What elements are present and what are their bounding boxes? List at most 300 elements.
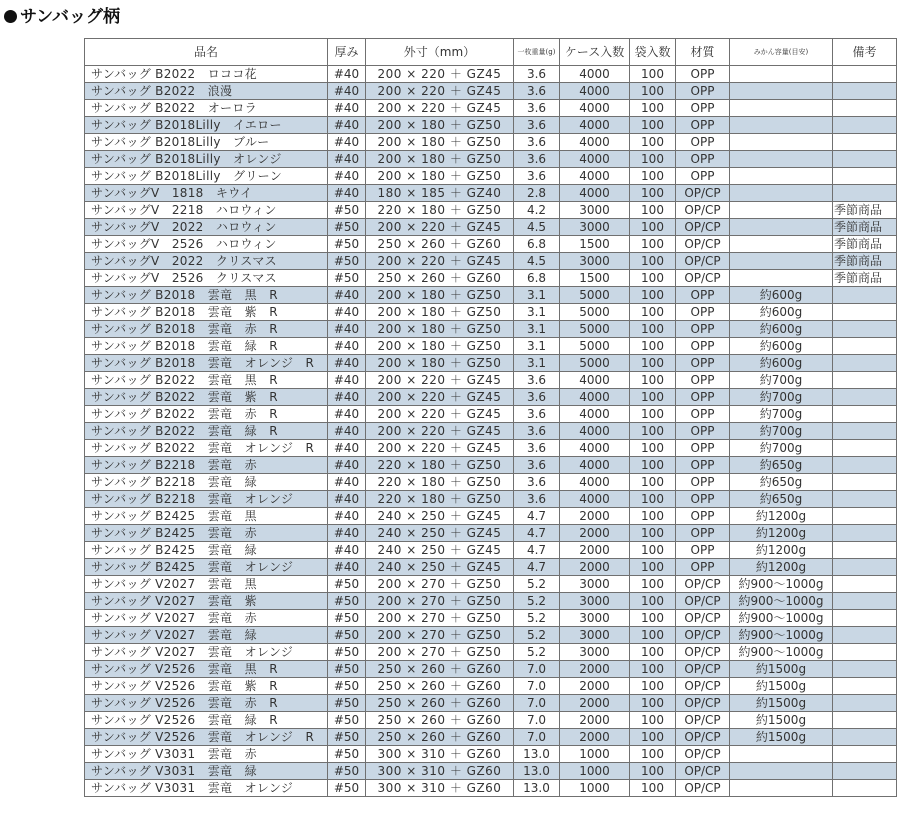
cell-bag-qty: 100 xyxy=(630,627,676,644)
cell-bag-qty: 100 xyxy=(630,610,676,627)
table-header-row xyxy=(85,39,897,66)
cell-case-qty: 4000 xyxy=(560,168,630,185)
cell-bag-qty: 100 xyxy=(630,593,676,610)
cell-bag-qty: 100 xyxy=(630,134,676,151)
cell-dimensions: 200 × 180 ＋ GZ50 xyxy=(366,134,514,151)
cell-thickness: #50 xyxy=(328,644,366,661)
cell-name: サンバッグ B2022 浪漫 xyxy=(85,83,328,100)
table-row xyxy=(85,712,897,729)
table-row xyxy=(85,219,897,236)
cell-name: サンバッグ V2526 雲竜 緑 R xyxy=(85,712,328,729)
cell-name: サンバッグ B2018Lilly オレンジ xyxy=(85,151,328,168)
cell-thickness: #40 xyxy=(328,338,366,355)
cell-weight: 6.8 xyxy=(514,270,560,287)
cell-remarks xyxy=(833,66,897,83)
cell-remarks xyxy=(833,644,897,661)
cell-capacity xyxy=(730,134,833,151)
cell-name: サンバッグ B2022 雲竜 紫 R xyxy=(85,389,328,406)
table-row xyxy=(85,270,897,287)
cell-bag-qty: 100 xyxy=(630,440,676,457)
cell-case-qty: 2000 xyxy=(560,678,630,695)
cell-weight: 4.2 xyxy=(514,202,560,219)
cell-weight: 3.6 xyxy=(514,423,560,440)
table-row xyxy=(85,185,897,202)
cell-dimensions: 200 × 270 ＋ GZ50 xyxy=(366,593,514,610)
cell-capacity xyxy=(730,117,833,134)
cell-material: OPP xyxy=(676,372,730,389)
cell-thickness: #40 xyxy=(328,117,366,134)
cell-weight: 13.0 xyxy=(514,763,560,780)
cell-thickness: #50 xyxy=(328,610,366,627)
cell-remarks: 季節商品 xyxy=(833,236,897,253)
cell-dimensions: 240 × 250 ＋ GZ45 xyxy=(366,525,514,542)
cell-dimensions: 200 × 270 ＋ GZ50 xyxy=(366,576,514,593)
cell-weight: 3.6 xyxy=(514,389,560,406)
cell-remarks xyxy=(833,576,897,593)
cell-bag-qty: 100 xyxy=(630,729,676,746)
cell-weight: 5.2 xyxy=(514,610,560,627)
cell-bag-qty: 100 xyxy=(630,780,676,797)
cell-name: サンバッグ B2022 ロココ花 xyxy=(85,66,328,83)
cell-remarks xyxy=(833,372,897,389)
cell-bag-qty: 100 xyxy=(630,168,676,185)
table-row xyxy=(85,525,897,542)
cell-thickness: #50 xyxy=(328,576,366,593)
cell-case-qty: 4000 xyxy=(560,440,630,457)
cell-case-qty: 4000 xyxy=(560,66,630,83)
cell-thickness: #50 xyxy=(328,678,366,695)
table-row xyxy=(85,253,897,270)
cell-case-qty: 2000 xyxy=(560,661,630,678)
cell-thickness: #40 xyxy=(328,525,366,542)
cell-remarks: 季節商品 xyxy=(833,219,897,236)
cell-name: サンバッグ B2425 雲竜 緑 xyxy=(85,542,328,559)
cell-thickness: #50 xyxy=(328,729,366,746)
cell-remarks xyxy=(833,661,897,678)
section-heading xyxy=(4,4,120,30)
cell-name: サンバッグ V2027 雲竜 黒 xyxy=(85,576,328,593)
cell-bag-qty: 100 xyxy=(630,185,676,202)
cell-capacity: 約900〜1000g xyxy=(730,576,833,593)
table-row xyxy=(85,355,897,372)
cell-material: OP/CP xyxy=(676,236,730,253)
cell-material: OPP xyxy=(676,491,730,508)
table-row xyxy=(85,508,897,525)
cell-bag-qty: 100 xyxy=(630,746,676,763)
cell-weight: 3.1 xyxy=(514,304,560,321)
table-row xyxy=(85,117,897,134)
cell-case-qty: 5000 xyxy=(560,338,630,355)
cell-capacity xyxy=(730,83,833,100)
cell-weight: 3.1 xyxy=(514,321,560,338)
cell-material: OPP xyxy=(676,559,730,576)
cell-case-qty: 4000 xyxy=(560,83,630,100)
cell-case-qty: 4000 xyxy=(560,389,630,406)
cell-remarks xyxy=(833,729,897,746)
cell-material: OP/CP xyxy=(676,219,730,236)
cell-dimensions: 220 × 180 ＋ GZ50 xyxy=(366,202,514,219)
table-row xyxy=(85,763,897,780)
cell-dimensions: 200 × 180 ＋ GZ50 xyxy=(366,321,514,338)
cell-bag-qty: 100 xyxy=(630,678,676,695)
cell-bag-qty: 100 xyxy=(630,508,676,525)
cell-remarks xyxy=(833,117,897,134)
section-title: サンバッグ柄 xyxy=(20,7,120,27)
cell-weight: 5.2 xyxy=(514,576,560,593)
col-header-capacity: みかん容量(目安) xyxy=(730,39,833,66)
cell-material: OP/CP xyxy=(676,729,730,746)
cell-thickness: #40 xyxy=(328,100,366,117)
cell-capacity: 約700g xyxy=(730,406,833,423)
cell-bag-qty: 100 xyxy=(630,457,676,474)
cell-weight: 3.6 xyxy=(514,457,560,474)
cell-weight: 5.2 xyxy=(514,593,560,610)
cell-name: サンバッグ B2425 雲竜 赤 xyxy=(85,525,328,542)
cell-weight: 4.5 xyxy=(514,219,560,236)
cell-material: OPP xyxy=(676,304,730,321)
cell-remarks xyxy=(833,474,897,491)
cell-remarks xyxy=(833,287,897,304)
cell-bag-qty: 100 xyxy=(630,661,676,678)
cell-case-qty: 3000 xyxy=(560,219,630,236)
cell-bag-qty: 100 xyxy=(630,236,676,253)
cell-bag-qty: 100 xyxy=(630,202,676,219)
cell-name: サンバッグ V2027 雲竜 オレンジ xyxy=(85,644,328,661)
cell-case-qty: 3000 xyxy=(560,202,630,219)
cell-capacity xyxy=(730,270,833,287)
cell-case-qty: 2000 xyxy=(560,729,630,746)
cell-name: サンバッグ V2027 雲竜 紫 xyxy=(85,593,328,610)
cell-thickness: #40 xyxy=(328,559,366,576)
cell-dimensions: 200 × 220 ＋ GZ45 xyxy=(366,440,514,457)
cell-weight: 3.6 xyxy=(514,406,560,423)
cell-dimensions: 200 × 220 ＋ GZ45 xyxy=(366,219,514,236)
cell-dimensions: 300 × 310 ＋ GZ60 xyxy=(366,746,514,763)
bullet-icon xyxy=(4,10,17,23)
cell-case-qty: 4000 xyxy=(560,100,630,117)
col-header-name: 品名 xyxy=(85,39,328,66)
cell-dimensions: 200 × 220 ＋ GZ45 xyxy=(366,66,514,83)
cell-thickness: #40 xyxy=(328,423,366,440)
cell-thickness: #50 xyxy=(328,695,366,712)
table-row xyxy=(85,457,897,474)
cell-weight: 3.6 xyxy=(514,440,560,457)
cell-case-qty: 1000 xyxy=(560,746,630,763)
cell-capacity xyxy=(730,100,833,117)
cell-material: OPP xyxy=(676,134,730,151)
cell-name: サンバッグ V2027 雲竜 赤 xyxy=(85,610,328,627)
cell-dimensions: 200 × 270 ＋ GZ50 xyxy=(366,610,514,627)
cell-remarks xyxy=(833,780,897,797)
cell-dimensions: 300 × 310 ＋ GZ60 xyxy=(366,780,514,797)
table-row xyxy=(85,151,897,168)
cell-bag-qty: 100 xyxy=(630,117,676,134)
table-row xyxy=(85,406,897,423)
cell-weight: 3.6 xyxy=(514,151,560,168)
cell-case-qty: 1500 xyxy=(560,236,630,253)
cell-remarks xyxy=(833,321,897,338)
cell-thickness: #40 xyxy=(328,406,366,423)
col-header-weight: 一枚重量(g) xyxy=(514,39,560,66)
cell-weight: 3.6 xyxy=(514,66,560,83)
cell-dimensions: 220 × 180 ＋ GZ50 xyxy=(366,474,514,491)
cell-thickness: #50 xyxy=(328,763,366,780)
cell-remarks xyxy=(833,304,897,321)
cell-remarks xyxy=(833,695,897,712)
cell-bag-qty: 100 xyxy=(630,695,676,712)
cell-dimensions: 250 × 260 ＋ GZ60 xyxy=(366,661,514,678)
cell-remarks xyxy=(833,746,897,763)
cell-name: サンバッグV 1818 キウイ xyxy=(85,185,328,202)
table-row xyxy=(85,236,897,253)
cell-remarks xyxy=(833,542,897,559)
table-row xyxy=(85,678,897,695)
cell-case-qty: 3000 xyxy=(560,576,630,593)
cell-material: OPP xyxy=(676,355,730,372)
cell-dimensions: 250 × 260 ＋ GZ60 xyxy=(366,695,514,712)
table-row xyxy=(85,304,897,321)
cell-weight: 5.2 xyxy=(514,644,560,661)
cell-name: サンバッグ B2018 雲竜 緑 R xyxy=(85,338,328,355)
cell-material: OPP xyxy=(676,287,730,304)
cell-capacity: 約1200g xyxy=(730,542,833,559)
cell-material: OP/CP xyxy=(676,253,730,270)
cell-bag-qty: 100 xyxy=(630,219,676,236)
cell-capacity: 約1200g xyxy=(730,525,833,542)
cell-weight: 4.7 xyxy=(514,525,560,542)
cell-name: サンバッグ B2218 雲竜 オレンジ xyxy=(85,491,328,508)
cell-capacity: 約600g xyxy=(730,338,833,355)
cell-bag-qty: 100 xyxy=(630,100,676,117)
table-row xyxy=(85,134,897,151)
cell-case-qty: 3000 xyxy=(560,644,630,661)
cell-case-qty: 2000 xyxy=(560,712,630,729)
cell-name: サンバッグ V2027 雲竜 緑 xyxy=(85,627,328,644)
cell-material: OP/CP xyxy=(676,763,730,780)
cell-bag-qty: 100 xyxy=(630,304,676,321)
cell-material: OP/CP xyxy=(676,610,730,627)
cell-remarks xyxy=(833,525,897,542)
cell-remarks xyxy=(833,83,897,100)
cell-dimensions: 250 × 260 ＋ GZ60 xyxy=(366,729,514,746)
cell-material: OPP xyxy=(676,168,730,185)
cell-weight: 7.0 xyxy=(514,712,560,729)
cell-weight: 4.5 xyxy=(514,253,560,270)
cell-dimensions: 200 × 220 ＋ GZ45 xyxy=(366,372,514,389)
cell-remarks xyxy=(833,508,897,525)
cell-case-qty: 3000 xyxy=(560,253,630,270)
cell-name: サンバッグ B2425 雲竜 オレンジ xyxy=(85,559,328,576)
cell-material: OPP xyxy=(676,406,730,423)
cell-case-qty: 4000 xyxy=(560,474,630,491)
cell-name: サンバッグ B2218 雲竜 赤 xyxy=(85,457,328,474)
cell-weight: 4.7 xyxy=(514,559,560,576)
cell-material: OPP xyxy=(676,423,730,440)
table-row xyxy=(85,287,897,304)
cell-weight: 7.0 xyxy=(514,661,560,678)
cell-remarks xyxy=(833,610,897,627)
cell-material: OP/CP xyxy=(676,712,730,729)
cell-capacity xyxy=(730,236,833,253)
cell-remarks: 季節商品 xyxy=(833,253,897,270)
cell-weight: 13.0 xyxy=(514,746,560,763)
cell-remarks xyxy=(833,100,897,117)
cell-capacity: 約1500g xyxy=(730,712,833,729)
cell-capacity: 約700g xyxy=(730,440,833,457)
cell-case-qty: 1000 xyxy=(560,763,630,780)
cell-name: サンバッグ B2018 雲竜 紫 R xyxy=(85,304,328,321)
cell-remarks xyxy=(833,491,897,508)
cell-bag-qty: 100 xyxy=(630,83,676,100)
cell-remarks xyxy=(833,423,897,440)
cell-material: OP/CP xyxy=(676,627,730,644)
cell-case-qty: 2000 xyxy=(560,559,630,576)
cell-weight: 6.8 xyxy=(514,236,560,253)
cell-case-qty: 3000 xyxy=(560,610,630,627)
cell-thickness: #40 xyxy=(328,134,366,151)
cell-bag-qty: 100 xyxy=(630,287,676,304)
cell-material: OP/CP xyxy=(676,593,730,610)
cell-weight: 5.2 xyxy=(514,627,560,644)
cell-material: OPP xyxy=(676,338,730,355)
cell-name: サンバッグV 2022 クリスマス xyxy=(85,253,328,270)
cell-remarks xyxy=(833,134,897,151)
cell-thickness: #40 xyxy=(328,372,366,389)
cell-dimensions: 250 × 260 ＋ GZ60 xyxy=(366,678,514,695)
table-row xyxy=(85,423,897,440)
table-row xyxy=(85,780,897,797)
table-body xyxy=(85,66,897,797)
cell-thickness: #50 xyxy=(328,202,366,219)
cell-weight: 3.6 xyxy=(514,117,560,134)
cell-case-qty: 4000 xyxy=(560,491,630,508)
cell-bag-qty: 100 xyxy=(630,372,676,389)
cell-case-qty: 1500 xyxy=(560,270,630,287)
cell-thickness: #40 xyxy=(328,185,366,202)
cell-name: サンバッグ V3031 雲竜 オレンジ xyxy=(85,780,328,797)
cell-material: OP/CP xyxy=(676,746,730,763)
cell-capacity xyxy=(730,202,833,219)
cell-dimensions: 200 × 220 ＋ GZ45 xyxy=(366,423,514,440)
cell-remarks xyxy=(833,763,897,780)
cell-weight: 7.0 xyxy=(514,729,560,746)
table-row xyxy=(85,593,897,610)
cell-weight: 3.1 xyxy=(514,355,560,372)
cell-weight: 7.0 xyxy=(514,678,560,695)
cell-name: サンバッグ B2018Lilly ブルー xyxy=(85,134,328,151)
cell-weight: 3.6 xyxy=(514,134,560,151)
cell-dimensions: 200 × 180 ＋ GZ50 xyxy=(366,168,514,185)
cell-capacity: 約900〜1000g xyxy=(730,644,833,661)
cell-material: OPP xyxy=(676,542,730,559)
cell-name: サンバッグ V2526 雲竜 赤 R xyxy=(85,695,328,712)
cell-dimensions: 220 × 180 ＋ GZ50 xyxy=(366,491,514,508)
cell-weight: 3.6 xyxy=(514,372,560,389)
cell-bag-qty: 100 xyxy=(630,559,676,576)
cell-capacity xyxy=(730,219,833,236)
cell-name: サンバッグ V2526 雲竜 紫 R xyxy=(85,678,328,695)
table-row xyxy=(85,746,897,763)
cell-case-qty: 4000 xyxy=(560,134,630,151)
cell-capacity: 約700g xyxy=(730,372,833,389)
table-row xyxy=(85,695,897,712)
cell-material: OP/CP xyxy=(676,202,730,219)
cell-weight: 2.8 xyxy=(514,185,560,202)
cell-material: OPP xyxy=(676,151,730,168)
cell-remarks xyxy=(833,593,897,610)
cell-material: OP/CP xyxy=(676,661,730,678)
cell-capacity xyxy=(730,253,833,270)
cell-name: サンバッグ B2018 雲竜 赤 R xyxy=(85,321,328,338)
cell-thickness: #40 xyxy=(328,287,366,304)
table-row xyxy=(85,576,897,593)
cell-bag-qty: 100 xyxy=(630,270,676,287)
cell-remarks xyxy=(833,355,897,372)
cell-material: OP/CP xyxy=(676,576,730,593)
cell-name: サンバッグ B2018Lilly グリーン xyxy=(85,168,328,185)
cell-thickness: #50 xyxy=(328,661,366,678)
cell-capacity: 約650g xyxy=(730,474,833,491)
cell-capacity: 約600g xyxy=(730,355,833,372)
table-row xyxy=(85,474,897,491)
col-header-thickness: 厚み xyxy=(328,39,366,66)
cell-dimensions: 200 × 180 ＋ GZ50 xyxy=(366,355,514,372)
cell-thickness: #40 xyxy=(328,542,366,559)
cell-name: サンバッグ V3031 雲竜 緑 xyxy=(85,763,328,780)
cell-weight: 3.6 xyxy=(514,168,560,185)
cell-thickness: #50 xyxy=(328,270,366,287)
table-row xyxy=(85,729,897,746)
cell-capacity xyxy=(730,66,833,83)
cell-bag-qty: 100 xyxy=(630,423,676,440)
cell-weight: 3.6 xyxy=(514,83,560,100)
cell-thickness: #50 xyxy=(328,746,366,763)
cell-weight: 3.6 xyxy=(514,491,560,508)
col-header-dimensions: 外寸（mm） xyxy=(366,39,514,66)
cell-dimensions: 250 × 260 ＋ GZ60 xyxy=(366,712,514,729)
cell-dimensions: 200 × 180 ＋ GZ50 xyxy=(366,338,514,355)
cell-dimensions: 220 × 180 ＋ GZ50 xyxy=(366,457,514,474)
cell-case-qty: 2000 xyxy=(560,695,630,712)
cell-capacity: 約1200g xyxy=(730,559,833,576)
cell-weight: 3.1 xyxy=(514,338,560,355)
cell-capacity xyxy=(730,780,833,797)
cell-case-qty: 2000 xyxy=(560,508,630,525)
cell-thickness: #40 xyxy=(328,151,366,168)
cell-capacity: 約900〜1000g xyxy=(730,593,833,610)
cell-thickness: #40 xyxy=(328,168,366,185)
cell-name: サンバッグ B2022 オーロラ xyxy=(85,100,328,117)
cell-capacity: 約650g xyxy=(730,491,833,508)
cell-material: OP/CP xyxy=(676,780,730,797)
cell-thickness: #50 xyxy=(328,253,366,270)
cell-material: OP/CP xyxy=(676,678,730,695)
table-row xyxy=(85,338,897,355)
table-row xyxy=(85,644,897,661)
cell-name: サンバッグ B2018 雲竜 黒 R xyxy=(85,287,328,304)
cell-bag-qty: 100 xyxy=(630,576,676,593)
cell-weight: 3.1 xyxy=(514,287,560,304)
table-row xyxy=(85,389,897,406)
cell-bag-qty: 100 xyxy=(630,474,676,491)
cell-name: サンバッグ B2022 雲竜 緑 R xyxy=(85,423,328,440)
cell-remarks: 季節商品 xyxy=(833,202,897,219)
cell-remarks xyxy=(833,678,897,695)
cell-bag-qty: 100 xyxy=(630,151,676,168)
cell-material: OPP xyxy=(676,508,730,525)
cell-dimensions: 200 × 270 ＋ GZ50 xyxy=(366,627,514,644)
cell-dimensions: 200 × 180 ＋ GZ50 xyxy=(366,287,514,304)
